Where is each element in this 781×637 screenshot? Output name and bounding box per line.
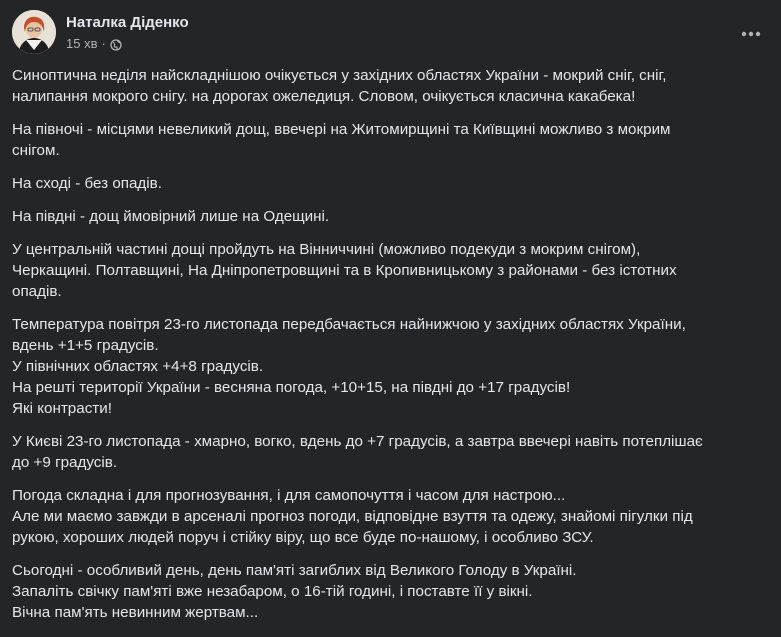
paragraph: Температура повітря 23-го листопада передбачається найнижчою у західних областях України, вдень +1+5 градусів. У північних областях +4+8 градусів. На решті території України - весняна погода, +10+15, на півдні до +17 градусів! Які контрасти! bbox=[12, 316, 686, 417]
paragraph: Синоптична неділя найскладнішою очікується у західних областях України - мокрий сніг, сніг, налипання мокрого снігу. на дорогах ожеледиця. Словом, очікується класична какабека! bbox=[12, 67, 667, 105]
avatar-photo bbox=[12, 10, 56, 54]
paragraph: Погода складна і для прогнозування, і для самопочуття і часом для настрою... Але ми маємо завжди в арсеналі прогноз погоди, відповідне взуття та одежу, знайомі пігулки під рукою, хороших людей поруч і стійку віру, що все буде по-нашому, і особливо ЗСУ. bbox=[12, 487, 693, 546]
globe-icon[interactable] bbox=[110, 38, 122, 50]
paragraph: У центральній частині дощі пройдуть на Вінниччині (можливо подекуди з мокрим снігом), Черкащині. Полтавщині, На Дніпропетровщині та в Кропивницькому з районами - без істотних опадів. bbox=[12, 241, 677, 300]
post-meta bbox=[66, 10, 189, 53]
post-timestamp[interactable]: 15 хв bbox=[66, 36, 98, 51]
post-subline bbox=[66, 35, 189, 53]
paragraph: У Києві 23-го листопада - хмарно, вогко, вдень до +7 градусів, а завтра ввечері навіть потеплішає до +9 градусів. bbox=[12, 433, 703, 471]
paragraph: На півдні - дощ ймовірний лише на Одещині. bbox=[12, 208, 330, 225]
paragraph: На півночі - місцями невеликий дощ, ввечері на Житомирщині та Київщині можливо з мокрим снігом. bbox=[12, 121, 671, 159]
paragraph: На сході - без опадів. bbox=[12, 175, 162, 192]
avatar[interactable] bbox=[12, 10, 56, 54]
paragraph: Сьогодні - особливий день, день пам'яті загиблих від Великого Голоду в Україні. Запаліть свічку пам'яті вже незабаром, о 16-тій годині, і поставте її у вікні. Вічна пам'ять невинним жертвам... bbox=[12, 562, 577, 621]
post-text bbox=[12, 65, 767, 635]
author-name[interactable]: Наталка Діденко bbox=[66, 14, 189, 31]
more-horizontal-icon bbox=[741, 31, 761, 37]
post-header bbox=[12, 10, 769, 58]
separator-dot: · bbox=[101, 36, 106, 51]
more-options-button[interactable] bbox=[733, 16, 769, 52]
